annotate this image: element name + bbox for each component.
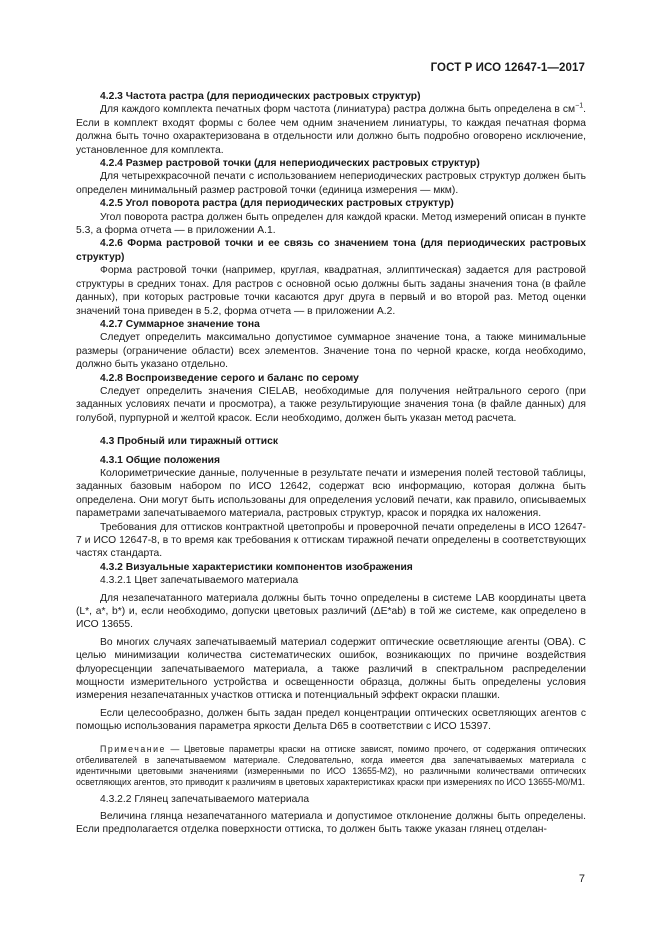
heading-4-2-3: 4.2.3 Частота растра (для периодических растровых структур) [100,91,421,102]
superscript: −1 [575,102,584,110]
paragraph-text: . Если в комплект входят формы с более чем одним значением линиатуры, то каждая печатная форма должна быть точно охарактеризована в отдельности или должно быть подробно оговорено исключение, установленное для комплекта. [76,104,586,156]
paragraph-4-3-2-1-b: Во многих случаях запечатываемый материал содержит оптические осветляющие агенты (ОВА). С целью минимизации количества систематических ошибок, возникающих по причине воздействия флуоресценции запечатываемого материала, а также различий в спектральном распределении мощности измерительного устройства и освещенности образца, должны быть определены условия измерения незапечатанных участков оттиска и потенциальный эффект окраски плашки. [76,636,586,702]
paragraph-4-3-2-1-c: Если целесообразно, должен быть задан предел концентрации оптических осветляющих агентов с помощью использования параметра яркости Дельта D65 в соответствии с ИСО 15397. [76,707,586,733]
paragraph-4-3-1-b: Требования для оттисков контрактной цветопробы и проверочной печати определены в ИСО 12647-7 и ИСО 12647-8, в то время как требования к оттискам тиражной печати определены в соответствующих частях стандарта. [76,521,586,560]
paragraph-4-3-1-a: Колориметрические данные, полученные в результате печати и измерения полей тестовой таблицы, заданных базовым набором по ИСО 12642, содержат всю информацию, которая должна быть определена. Они могут быть использованы для определения условий печати, как правило, описываемых параметрами запечатываемого материала, растровых структур, красок и порядка их наложения. [76,467,586,520]
heading-4-3: 4.3 Пробный или тиражный оттиск [100,436,279,448]
subheading-4-3-2-2: 4.3.2.2 Глянец запечатываемого материала [100,793,310,805]
paragraph-4-2-8: Следует определить значения CIELAB, необходимые для получения нейтрального серого (при заданных условиях печати и просмотра), а также результирующие значения тона (в файле данных) для голубой, пурпурной и желтой красок. Если необходимо, должен быть указан метод расчета. [76,385,586,424]
page-number: 7 [578,873,585,885]
note-text: — Цветовые параметры краски на оттиске зависят, помимо прочего, от содержания оптических отбеливателей в запечатываемом материале. Следовательно, когда имеется два запечатываемых материала с идентичными цветовыми значениями (измеренными по ИСО 13655-M2), но различными количествами оптических осветляющих агентов, это приводит к различиям в цветовых характеристиках краски при измерениях по ИСО 13655-M0/M1. [76,743,586,788]
note [76,744,586,789]
paragraph-4-3-2-2: Величина глянца незапечатанного материала и допустимое отклонение должны быть определены. Если предполагается отделка поверхности оттиска, то должен быть также указан глянец отделан- [76,810,586,836]
heading-4-2-7: 4.2.7 Суммарное значение тона [100,318,260,330]
subheading-4-3-2-1: 4.3.2.1 Цвет запечатываемого материала [100,575,299,587]
paragraph-4-2-6: Форма растровой точки (например, круглая, квадратная, эллиптическая) задается для растровой структуры в средних тонах. Для растров с основной осью должны быть заданы значения тона (в файле данных), при которых растровые точки касаются друг друга в первый и во второй раз. Метод оценки значений тона приведен в 5.2, форма отчета — в приложении А.2. [76,265,586,317]
paragraph-4-2-5: Угол поворота растра должен быть определен для каждой краски. Метод измерений описан в пункте 5.3, а форма отчета — в приложении А.1. [76,211,586,237]
note-label: Примечание [100,743,166,754]
heading-4-2-8: 4.2.8 Воспроизведение серого и баланс по серому [100,372,359,384]
paragraph-4-2-4: Для четырехкрасочной печати с использованием непериодических растровых структур должен быть определен минимальный размер растровой точки (единица измерения — мкм). [76,171,586,196]
paragraph-4-2-3 [76,103,586,157]
heading-4-2-5: 4.2.5 Угол поворота растра (для периодических растровых структур) [100,198,454,210]
paragraph-4-2-7: Следует определить максимально допустимое суммарное значение тона, а также минимальные размеры (ограничение области) всех элементов. Значение тона по черной краске, когда необходимо, должно быть указано отдельно. [76,332,586,371]
paragraph-4-3-2-1-a: Для незапечатанного материала должны быть точно определены в системе LAB координаты цвета (L*, a*, b*) и, если необходимо, допуски цветовых различий (ΔE*ab) в той же системе, как определено в ИСО 13655. [76,592,586,631]
heading-4-3-2: 4.3.2 Визуальные характеристики компонентов изображения [100,561,413,573]
standard-code: ГОСТ Р ИСО 12647-1—2017 [430,62,585,74]
paragraph-text: Для каждого комплекта печатных форм частота (линиатура) растра должна быть определена в см [100,104,576,116]
document-body [76,90,586,837]
heading-4-3-1: 4.3.1 Общие положения [100,454,220,466]
heading-4-2-6: 4.2.6 Форма растровой точки и ее связь со значением тона (для периодических растровых структур) [76,238,586,263]
heading-4-2-4: 4.2.4 Размер растровой точки (для непериодических растровых структур) [100,158,480,170]
